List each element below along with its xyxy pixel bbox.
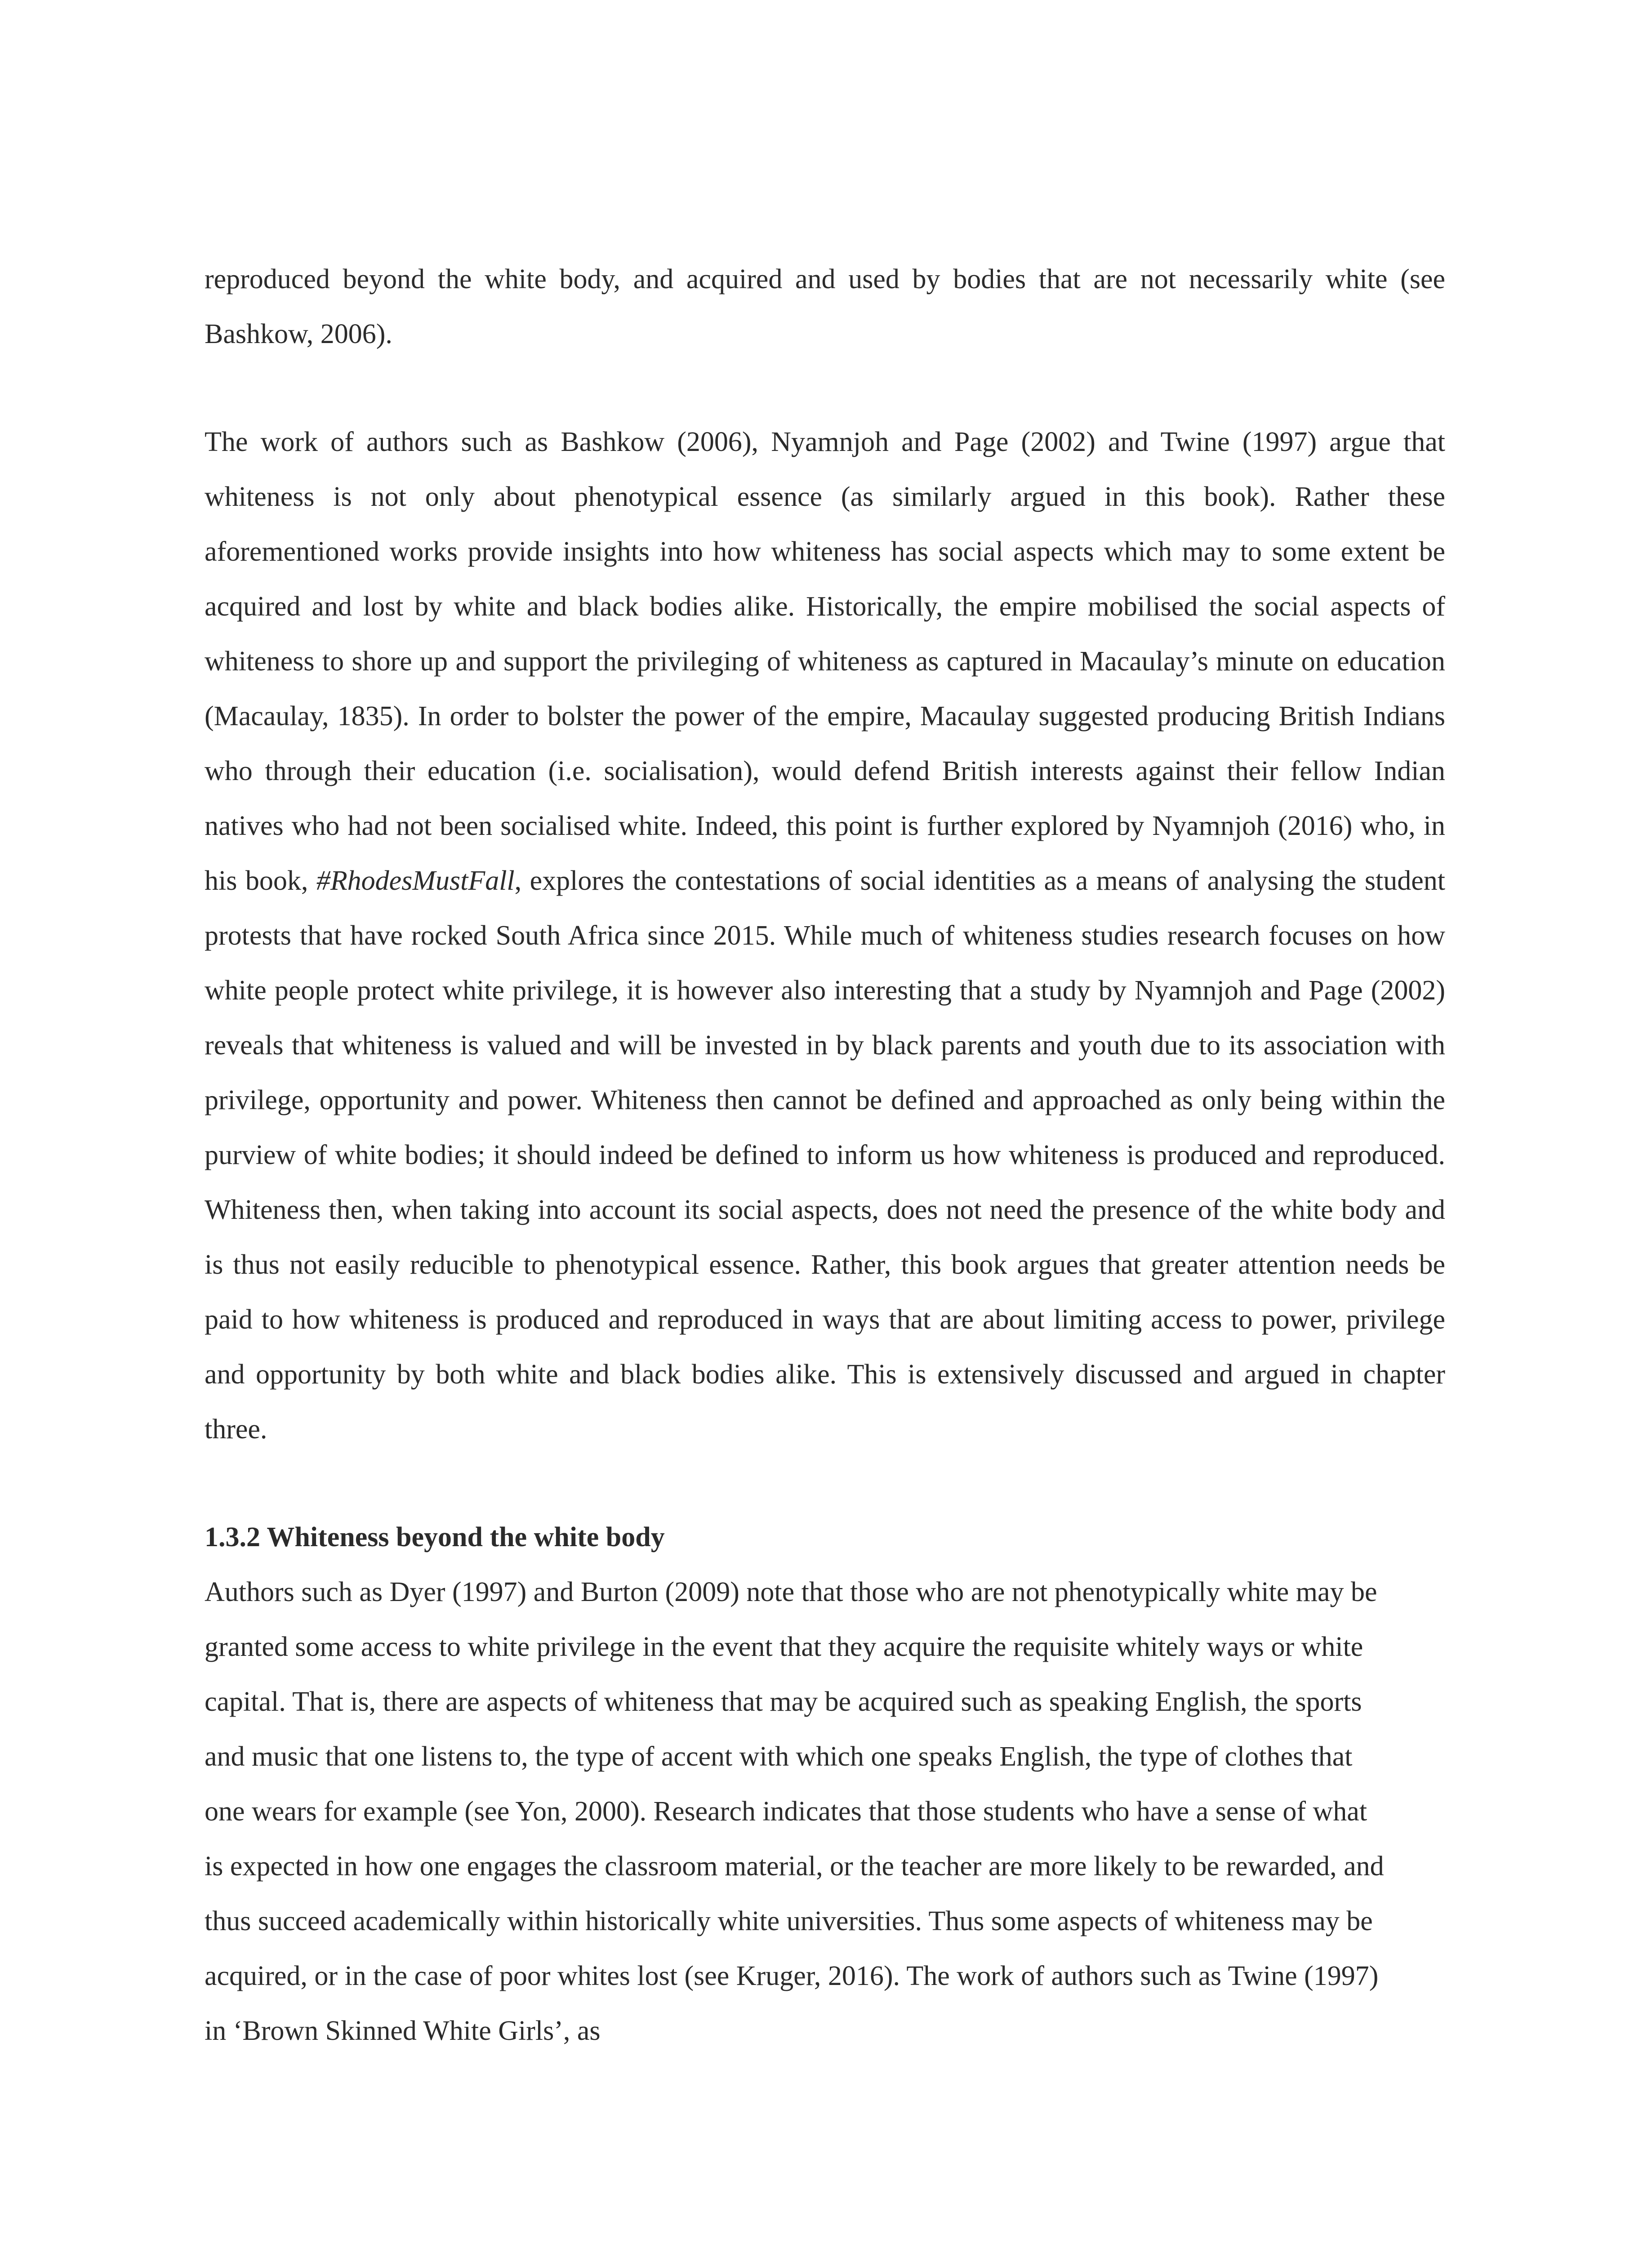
document-page xyxy=(205,252,1445,2058)
section-heading: 1.3.2 Whiteness beyond the white body xyxy=(205,1522,665,1552)
book-title-italic: #RhodesMustFall xyxy=(316,865,515,896)
paragraph-text-part-1: The work of authors such as Bashkow (2006), Nyamnjoh and Page (2002) and Twine (1997) argue that whiteness is not only about phenotypical essence (as similarly argued in this book). Rather these aforementioned works provide insights into how whiteness has social aspects which may to some extent be acquired and lost by white and black bodies alike. Historically, the empire mobilised the social aspects of whiteness to shore up and support the privileging of whiteness as captured in Macaulay’s minute on education (Macaulay, 1835). In order to bolster the power of the empire, Macaulay suggested producing British Indians who through their education (i.e. socialisation), would defend British interests against their fellow Indian natives who had not been socialised white. Indeed, this point is further explored by Nyamnjoh (2016) who, in his book, xyxy=(205,427,1445,896)
section-body-paragraph: Authors such as Dyer (1997) and Burton (2009) note that those who are not phenotypically white may be granted some access to white privilege in the event that they acquire the requisite whitely ways or white capital. That is, there are aspects of whiteness that may be acquired such as speaking English, the sports and music that one listens to, the type of accent with which one speaks English, the type of clothes that one wears for example (see Yon, 2000). Research indicates that those students who have a sense of what is expected in how one engages the classroom material, or the teacher are more likely to be rewarded, and thus succeed academically within historically white universities. Thus some aspects of whiteness may be acquired, or in the case of poor whites lost (see Kruger, 2016). The work of authors such as Twine (1997) in ‘Brown Skinned White Girls’, as xyxy=(205,1577,1384,2046)
paragraph-whiteness-social-aspects xyxy=(205,415,1445,1457)
paragraph-text-part-2: , explores the contestations of social identities as a means of analysing the student protests that have rocked South Africa since 2015. While much of whiteness studies research focuses on how white people protect white privilege, it is however also interesting that a study by Nyamnjoh and Page (2002) reveals that whiteness is valued and will be invested in by black parents and youth due to its association with privilege, opportunity and power. Whiteness then cannot be defined and approached as only being within the purview of white bodies; it should indeed be defined to inform us how whiteness is produced and reproduced. Whiteness then, when taking into account its social aspects, does not need the presence of the white body and is thus not easily reducible to phenotypical essence. Rather, this book argues that greater attention needs be paid to how whiteness is produced and reproduced in ways that are about limiting access to power, privilege and opportunity by both white and black bodies alike. This is extensively discussed and argued in chapter three. xyxy=(205,865,1446,1445)
paragraph-continuation: reproduced beyond the white body, and acquired and used by bodies that are not necessarily white (see Bashkow, 2006). xyxy=(205,264,1445,349)
